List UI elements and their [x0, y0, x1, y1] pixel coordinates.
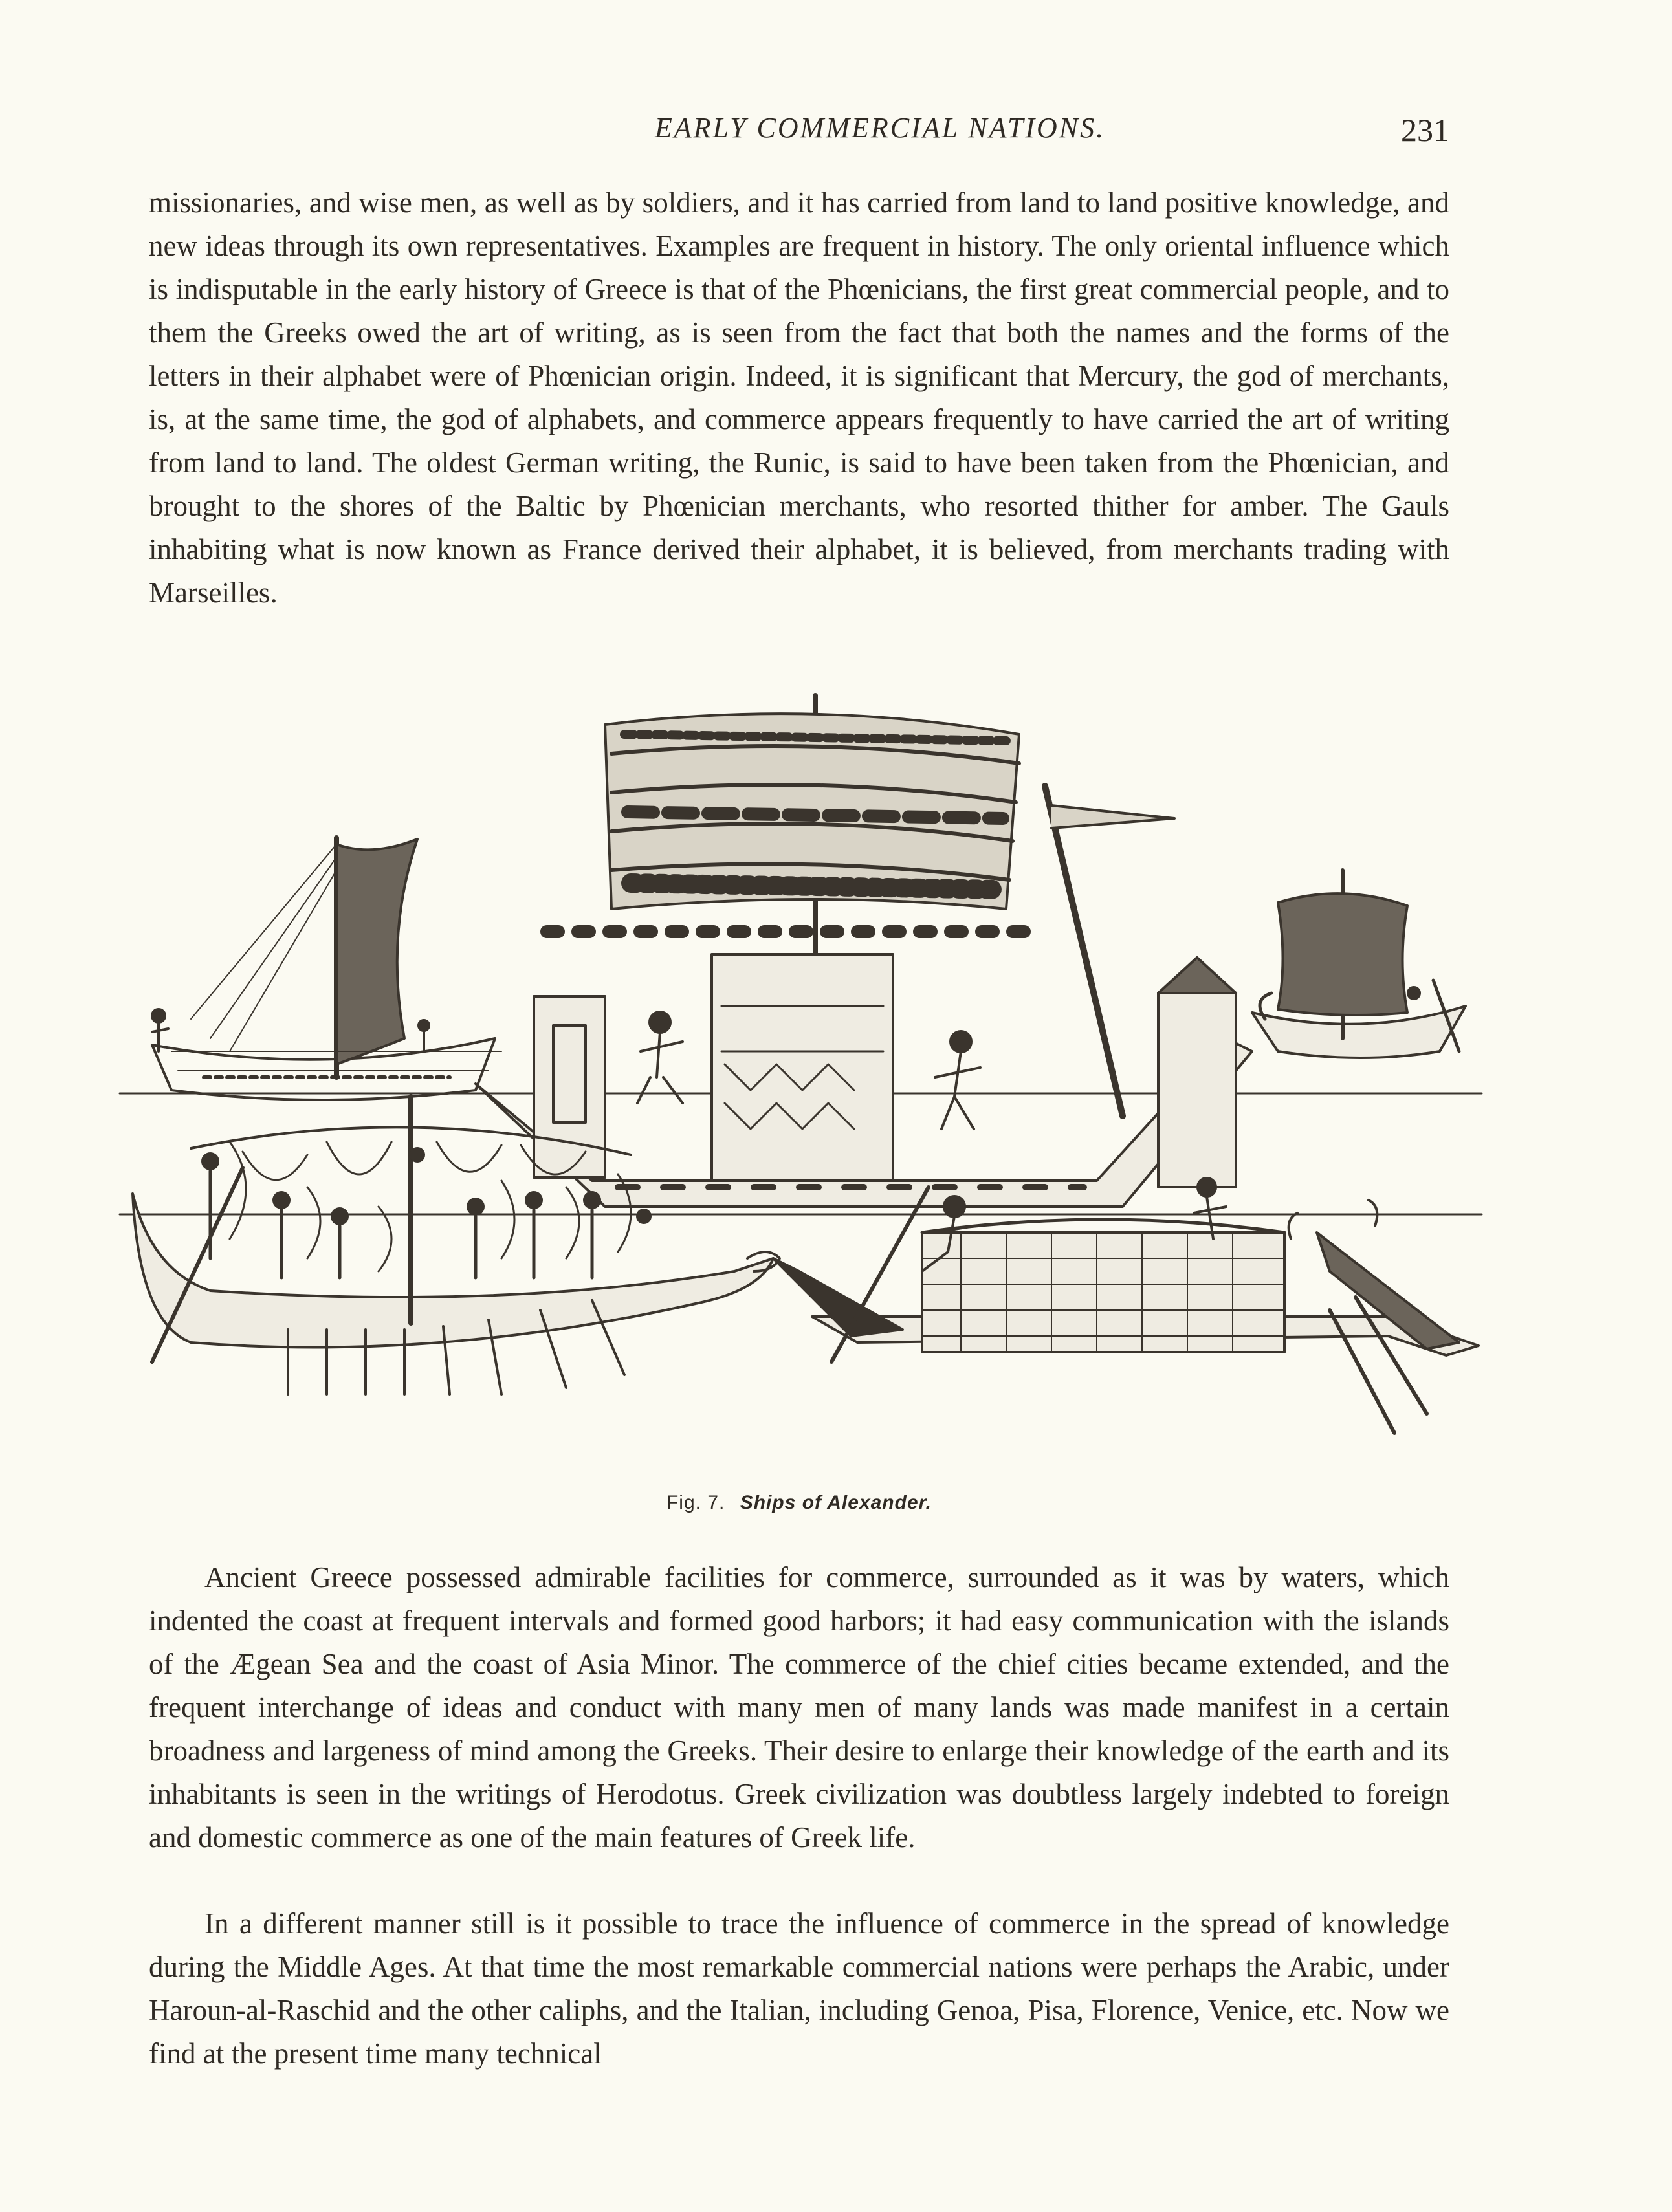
lower-left-warship — [133, 1097, 780, 1394]
figure-label: Fig. 7. — [666, 1492, 725, 1513]
paragraph-text: In a different manner still is it possible to trace the influence of commerce in the spread of knowledge during the Middle Ages. At that time the most remarkable commercial nations were perhaps the Arabic, under Haroun-al-Raschid and the other caliphs, and the Italian, including Genoa, Pisa, Florence, Venice, etc. Now we find at the present time many technical — [149, 1907, 1449, 2070]
central-ship — [476, 695, 1252, 1207]
page-number: 231 — [1401, 112, 1449, 148]
paragraph-text: missionaries, and wise men, as well as by soldiers, and it has carried from land to land positive knowledge, and new ideas through its own representatives. Examples are frequent in history. The only oriental influence which is indisputable in the early history of Greece is that of the Phœnicians, the first great commercial people, and to them the Greeks owed the art of writing, as is seen from the fact that both the names and the forms of the letters in their alphabet were of Phœnician origin. Indeed, it is significant that Mercury, the god of merchants, is, at the same time, the god of alphabets, and commerce appears frequently to have carried the art of writing from land to land. The oldest German writing, the Runic, is said to have been taken from the Phœnician, and brought to the shores of the Baltic by Phœnician merchants, who resorted thither for amber. The Gauls inhabiting what is now known as France derived their alphabet, it is believed, from merchants trading with Marseilles. — [149, 186, 1449, 609]
figure-title: Ships of Alexander. — [740, 1492, 932, 1513]
paragraph — [149, 1556, 1449, 1859]
lower-right-cargo-ship — [773, 1178, 1479, 1433]
running-title: EARLY COMMERCIAL NATIONS. — [654, 112, 1106, 144]
paragraph — [149, 1902, 1449, 2075]
figure-caption — [149, 1492, 1449, 1514]
page-header — [149, 111, 1449, 157]
ships-engraving — [113, 689, 1491, 1495]
figure-ships-illustration — [113, 689, 1491, 1495]
left-sailing-ship — [152, 838, 501, 1100]
paragraph-text: Ancient Greece possessed admirable facilities for commerce, surrounded as it was by waters, which indented the coast at frequent intervals and formed good harbors; it had easy communication with the islands of the Ægean Sea and the coast of Asia Minor. The commerce of the chief cities became extended, and the frequent interchange of ideas and conduct with many men of many lands was made manifest in a certain broadness and largeness of mind among the Greeks. Their desire to enlarge their knowledge of the earth and its inhabitants is seen in the writings of Herodotus. Greek civilization was doubtless largely indebted to foreign and domestic commerce as one of the main features of Greek life. — [149, 1561, 1449, 1854]
paragraph-continuation — [149, 181, 1449, 615]
right-sailing-boat — [1252, 870, 1466, 1058]
